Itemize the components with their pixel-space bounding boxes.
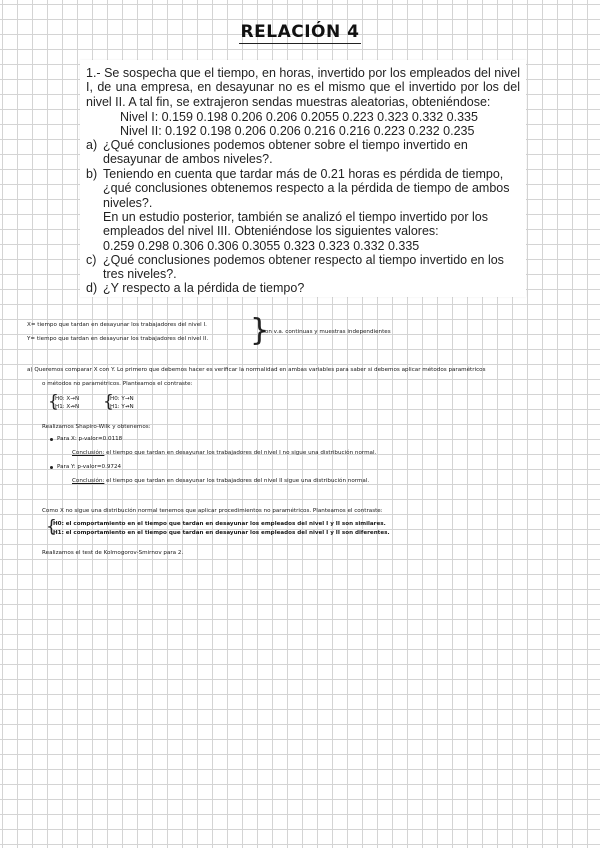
question-b [86,167,520,210]
note-variable-x: X= tiempo que tardan en desayunar los trabajadores del nivel I. [27,322,207,328]
hypothesis-x-null: H0: X→N [55,396,80,402]
problem-statement-sheet [80,60,526,297]
hypothesis-y-alt: H1: Y↛N [110,404,134,410]
question-a-text: ¿Qué conclusiones podemos obtener sobre el tiempo invertido en desayunar de ambos niveles?. [103,138,468,167]
note-part-a-line2: o métodos no paramétricos. Planteamos el contraste: [42,381,193,387]
note-variable-y: Y= tiempo que tardan en desayunar los trabajadores del nivel II. [27,336,209,342]
result-y-pvalue: Para Y: p-valor=0.9724 [57,464,122,470]
sample-nivel-2: Nivel II: 0.192 0.198 0.206 0.206 0.216 0.216 0.223 0.232 0.235 [120,124,475,138]
question-d [86,281,520,295]
result-x-conclusion-text: el tiempo que tardan en desayunar los trabajadores del nivel I no sigue una distribución normal. [106,450,377,456]
page-title-text: RELACIÓN 4 [240,22,360,42]
question-a [86,138,520,167]
sample-nivel-3: 0.259 0.298 0.306 0.306 0.3055 0.323 0.323 0.332 0.335 [103,239,420,253]
note-nonparametric-conclusion: Como X no sigue una distribución normal tenemos que aplicar procedimientos no paramétricos. Planteamos el contraste: [42,508,383,514]
result-x-conclusion-label: Conclusión: [72,450,105,456]
final-hypothesis-null: H0: el comportamiento en el tiempo que tardan en desayunar los empleados del nivel I y II son similares. [53,521,386,527]
bullet-dot [50,438,53,441]
result-x-pvalue: Para X: p-valor=0.0118 [57,436,123,442]
note-ks-test: Realizamos el test de Kolmogorov-Smirnov para 2. [42,550,184,556]
question-d-marker: d) [86,281,98,295]
hypothesis-y-null: H0: Y→N [110,396,134,402]
curly-brace-final-hypotheses: { [46,517,57,537]
question-d-text: ¿Y respecto a la pérdida de tiempo? [103,281,305,295]
curly-brace-hyp-x: { [48,392,59,412]
curly-brace-hyp-y: { [103,392,114,412]
note-test-performed: Realizamos Shapiro-Wilk y obtenemos: [42,424,151,430]
hypothesis-x-alt: H1: X↛N [55,404,80,410]
note-part-a-line1: a) Queremos comparar X con Y. Lo primero que debemos hacer es verificar la normalidad en ambas variables para saber si debemos aplicar métodos paramétricos [27,367,486,373]
problem-intro: 1.- Se sospecha que el tiempo, en horas, invertido por los empleados del nivel I, de una empresa, en desayunar no es el mismo que el invertido por los del nivel II. A tal fin, se extrajeron sendas muestras aleatorias, obteniéndose: [86,66,520,109]
page-title [0,22,600,42]
result-y-conclusion-text: el tiempo que tardan en desayunar los trabajadores del nivel II sigue una distribución normal. [106,478,370,484]
question-a-marker: a) [86,138,98,152]
question-c-text: ¿Qué conclusiones podemos obtener respecto al tiempo invertido en los tres niveles?. [103,253,504,282]
study-continuation: En un estudio posterior, también se analizó el tiempo invertido por los empleados del nivel III. Obteniéndose los siguientes valores: [103,210,488,239]
question-c [86,253,520,282]
question-c-marker: c) [86,253,97,267]
question-b-text: Teniendo en cuenta que tardar más de 0.21 horas es pérdida de tiempo, ¿qué conclusiones obtenemos respecto a la pérdida de tiempo de ambos niveles?. [103,167,510,210]
result-y-conclusion-label: Conclusión: [72,478,105,484]
result-x-conclusion [72,450,376,457]
bullet-dot [50,466,53,469]
final-hypothesis-alt: H1: el comportamiento en el tiempo que tardan en desayunar los empleados del nivel I y II son diferentes. [53,530,390,536]
sample-nivel-1: Nivel I: 0.159 0.198 0.206 0.206 0.2055 0.223 0.323 0.332 0.335 [120,110,478,124]
note-variables-type: son v.a. continuas y muestras independientes [262,329,391,335]
result-y-conclusion [72,478,369,485]
curly-brace-variables: } [250,313,270,348]
question-b-marker: b) [86,167,98,181]
